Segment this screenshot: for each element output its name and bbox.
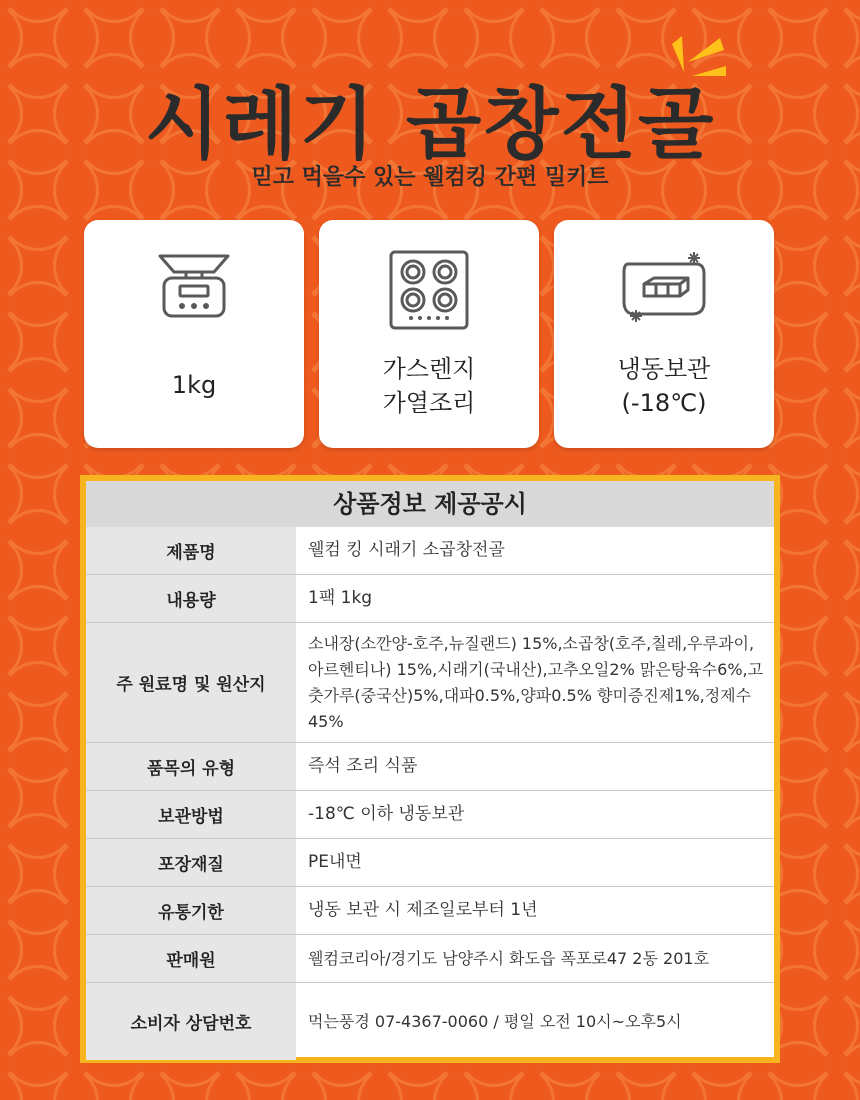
scale-icon <box>156 248 232 320</box>
table-row <box>86 623 774 743</box>
row-label: 제품명 <box>86 527 296 574</box>
table-row <box>86 983 774 1060</box>
table-row <box>86 575 774 623</box>
row-value: 웰컴코리아/경기도 남양주시 화도읍 폭포로47 2동 201호 <box>308 949 710 968</box>
product-info-table <box>86 481 774 1057</box>
frozen-icon <box>618 248 710 328</box>
table-row <box>86 527 774 575</box>
gas-stove-icon <box>387 248 471 332</box>
row-value: 먹는풍경 07-4367-0060 / 평일 오전 10시~오후5시 <box>308 1012 682 1031</box>
row-value: 1팩 1kg <box>308 588 373 608</box>
row-label: 포장재질 <box>86 839 296 886</box>
row-label: 보관방법 <box>86 791 296 838</box>
row-value: 즉석 조리 식품 <box>308 756 418 776</box>
row-value: -18℃ 이하 냉동보관 <box>308 804 465 824</box>
row-value: 냉동 보관 시 제조일로부터 1년 <box>308 900 538 920</box>
cooking-card <box>319 220 539 448</box>
storage-card <box>554 220 774 448</box>
table-row <box>86 839 774 887</box>
product-info-title: 상품정보 제공공시 <box>86 481 774 527</box>
table-row <box>86 791 774 839</box>
table-row <box>86 887 774 935</box>
product-info-frame <box>80 475 780 1063</box>
storage-label: 냉동보관 (-18℃) <box>617 355 711 417</box>
weight-card <box>84 220 304 448</box>
sparkle-icon <box>664 32 728 92</box>
row-label: 판매원 <box>86 935 296 982</box>
row-label: 유통기한 <box>86 887 296 934</box>
row-label: 내용량 <box>86 575 296 622</box>
page-title: 시레기 곱창전골 <box>144 80 716 170</box>
table-row <box>86 935 774 983</box>
cooking-label: 가스렌지 가열조리 <box>382 355 476 417</box>
page-subtitle: 믿고 먹을수 있는 웰컴킹 간편 밀키트 <box>251 165 609 190</box>
row-label: 주 원료명 및 원산지 <box>86 623 296 742</box>
row-value: 웰컴 킹 시래기 소곱창전골 <box>308 540 505 560</box>
row-label: 품목의 유형 <box>86 743 296 790</box>
weight-label: 1kg <box>171 371 217 399</box>
row-label: 소비자 상담번호 <box>86 983 296 1060</box>
table-row <box>86 743 774 791</box>
row-value: 소내장(소깐양-호주,뉴질랜드) 15%,소곱창(호주,칠레,우루과이,아르헨티나) 15%,시래기(국내산),고추오일2% 맑은탕육수6%,고춧가루(중국산)5%,대파0.5%,양파0.5% 향미증진제1%,정제수45% <box>308 633 764 731</box>
row-value: PE내면 <box>308 852 362 872</box>
